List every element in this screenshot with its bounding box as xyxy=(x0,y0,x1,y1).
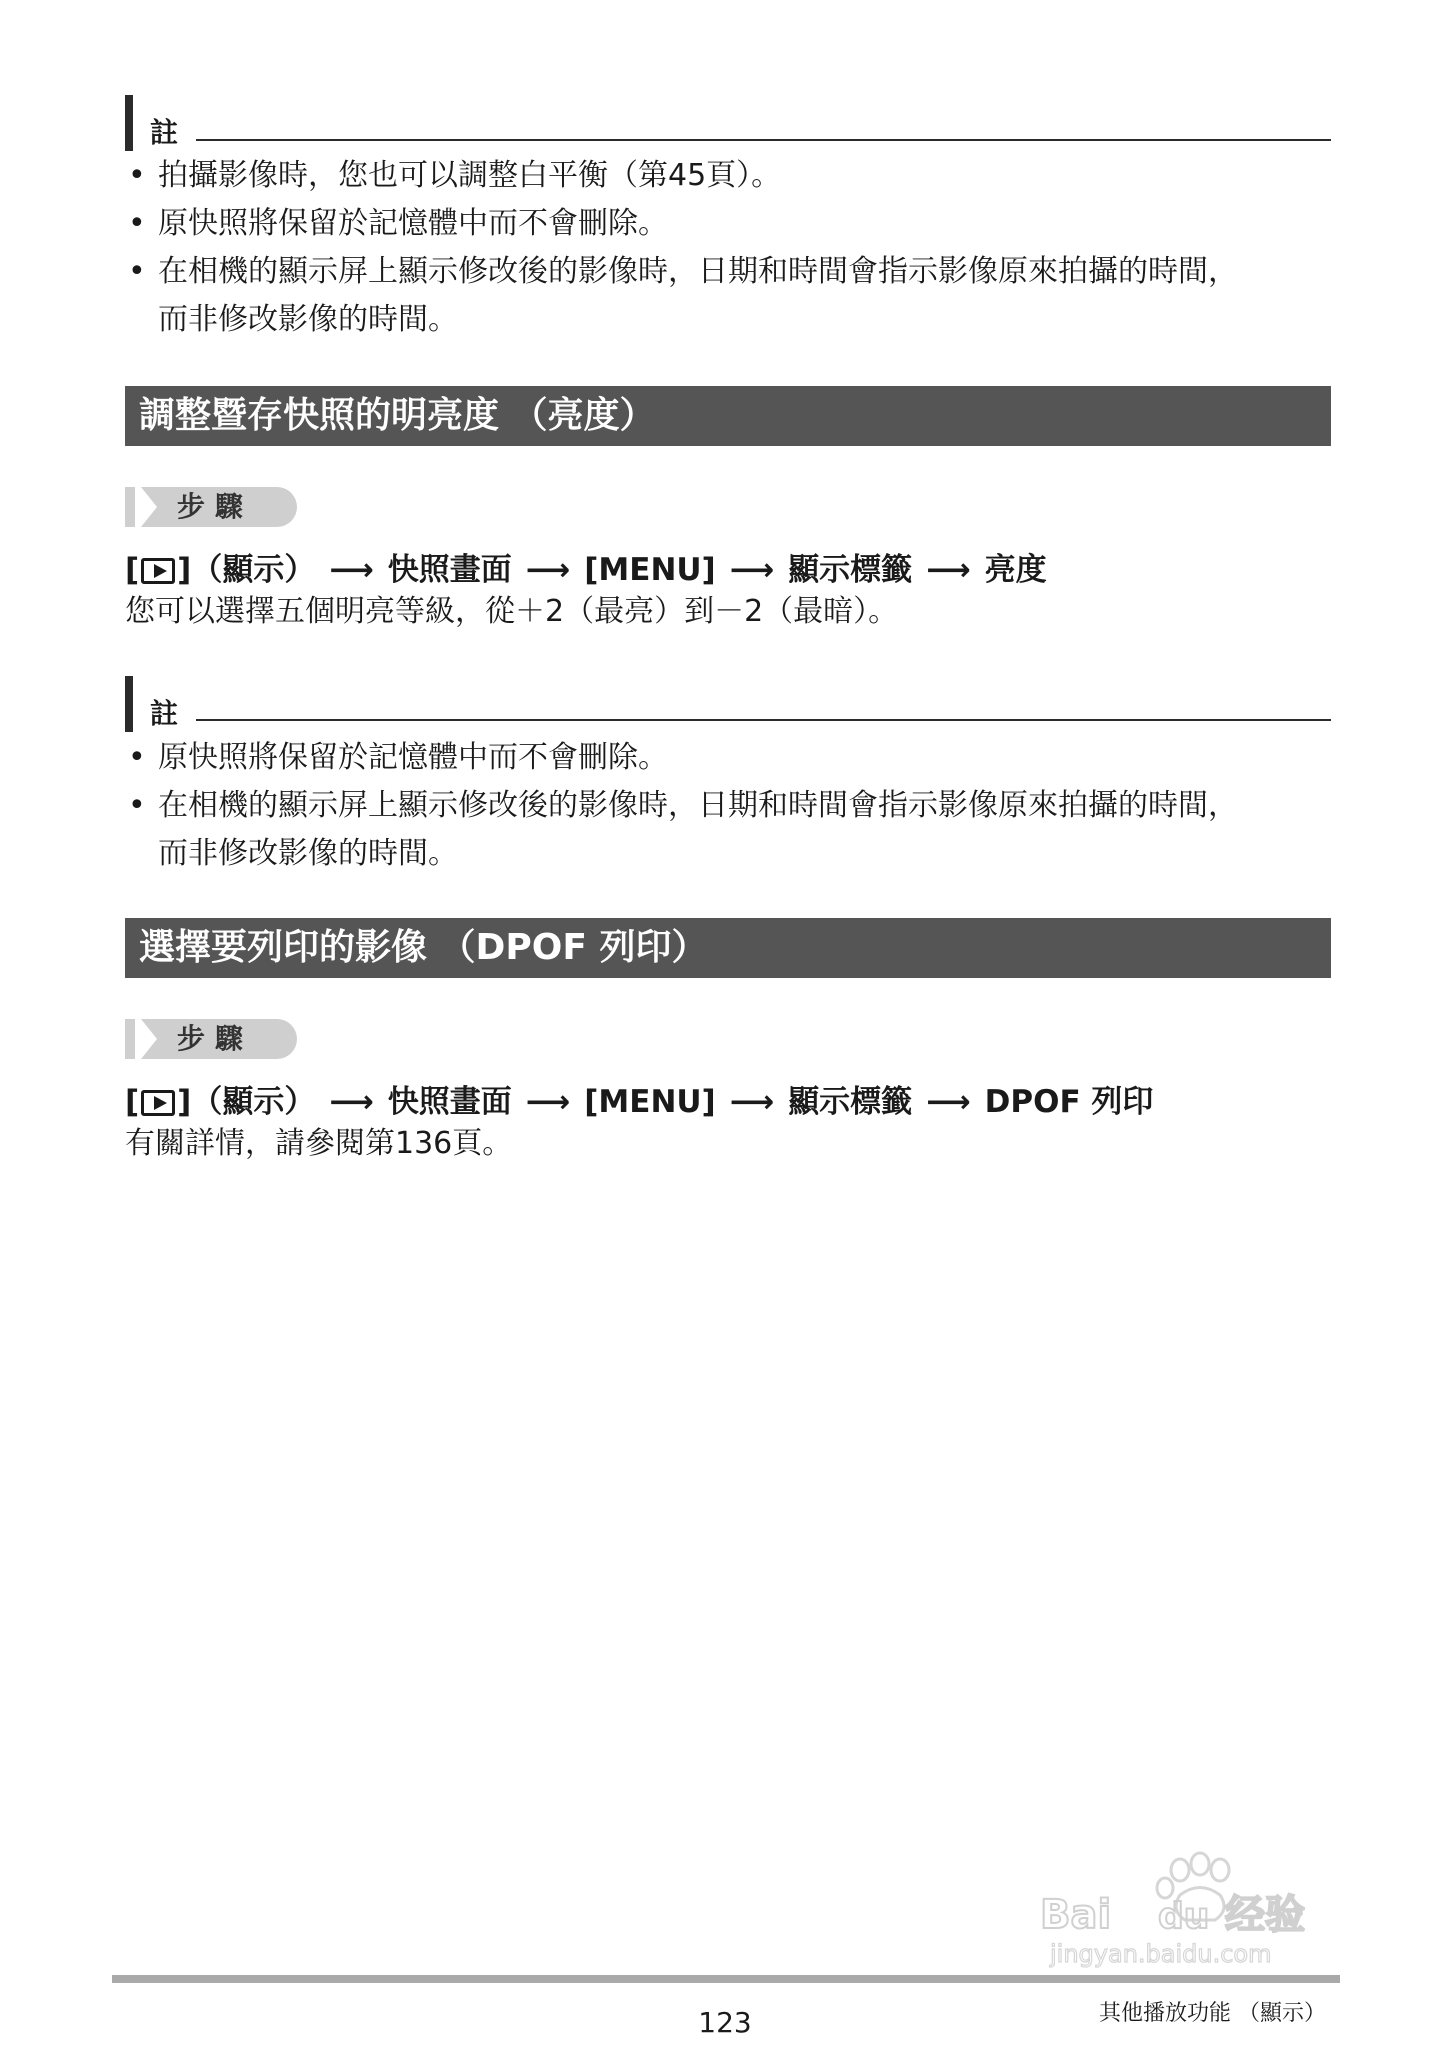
section-description: 您可以選擇五個明亮等級，從＋2（最亮）到－2（最暗）。 xyxy=(125,594,899,629)
note-item-text: 原快照將保留於記憶體中而不會刪除。 xyxy=(158,740,668,775)
play-button-icon xyxy=(141,558,175,584)
section-heading: 調整暨存快照的明亮度 （亮度） xyxy=(125,386,1331,446)
svg-text:Bai: Bai xyxy=(1040,1892,1112,1938)
close-bracket: ] xyxy=(177,552,192,588)
note-item-text: 在相機的顯示屏上顯示修改後的影像時，日期和時間會指示影像原來拍攝的時間， xyxy=(158,788,1238,823)
note-title: 註 xyxy=(150,116,179,149)
path-step: 快照畫面 xyxy=(387,1084,512,1120)
note-title: 註 xyxy=(150,697,179,730)
path-step: 顯示標籤 xyxy=(788,1084,913,1120)
play-mode-label: （顯示） xyxy=(191,1084,316,1120)
operation-path xyxy=(125,1082,1153,1122)
path-step: 亮度 xyxy=(984,552,1047,588)
section-heading: 選擇要列印的影像 （DPOF 列印） xyxy=(125,918,1331,978)
baidu-jingyan-watermark xyxy=(1030,1850,1360,1970)
arrow-icon: ⟶ xyxy=(729,1084,775,1120)
note-item-continuation: 而非修改影像的時間。 xyxy=(158,836,458,871)
operation-path xyxy=(125,550,1047,590)
svg-text:du: du xyxy=(1158,1896,1210,1937)
arrow-icon: ⟶ xyxy=(329,552,374,588)
open-bracket: [ xyxy=(125,1084,140,1120)
path-step: 快照畫面 xyxy=(387,552,512,588)
note-marker xyxy=(125,676,133,732)
play-mode-label: （顯示） xyxy=(191,552,316,588)
arrow-icon: ⟶ xyxy=(329,1084,374,1120)
chapter-title: 其他播放功能 （顯示） xyxy=(1099,2001,1326,2026)
open-bracket: [ xyxy=(125,552,140,588)
note-divider xyxy=(196,719,1331,721)
bullet-mark: • xyxy=(128,788,146,823)
step-label: 步驟 xyxy=(177,490,254,523)
footer-divider xyxy=(112,1975,1340,1983)
path-step: DPOF 列印 xyxy=(984,1084,1154,1120)
close-bracket: ] xyxy=(177,1084,192,1120)
note-item-text: 在相機的顯示屏上顯示修改後的影像時，日期和時間會指示影像原來拍攝的時間， xyxy=(158,254,1238,289)
arrow-icon: ⟶ xyxy=(926,1084,971,1120)
path-step: 顯示標籤 xyxy=(788,552,913,588)
svg-text:jingyan.baidu.com: jingyan.baidu.com xyxy=(1050,1940,1272,1968)
arrow-icon: ⟶ xyxy=(525,552,571,588)
section-description: 有關詳情，請參閱第136頁。 xyxy=(125,1126,513,1161)
note-divider xyxy=(196,139,1331,141)
step-tag xyxy=(125,1019,297,1059)
svg-text:经验: 经验 xyxy=(1225,1892,1305,1938)
bullet-mark: • xyxy=(128,158,146,193)
arrow-icon: ⟶ xyxy=(926,552,971,588)
bullet-mark: • xyxy=(128,740,146,775)
play-button-icon xyxy=(141,1090,175,1116)
page-number: 123 xyxy=(698,2006,752,2039)
path-step: [MENU] xyxy=(584,552,716,588)
note-item-text: 原快照將保留於記憶體中而不會刪除。 xyxy=(158,206,668,241)
step-tag xyxy=(125,487,297,527)
bullet-mark: • xyxy=(128,206,146,241)
arrow-icon: ⟶ xyxy=(525,1084,571,1120)
arrow-icon: ⟶ xyxy=(729,552,775,588)
path-step: [MENU] xyxy=(584,1084,716,1120)
note-item-text: 拍攝影像時，您也可以調整白平衡（第45頁）。 xyxy=(158,158,782,193)
note-item-continuation: 而非修改影像的時間。 xyxy=(158,302,458,337)
note-marker xyxy=(125,95,133,151)
bullet-mark: • xyxy=(128,254,146,289)
step-label: 步驟 xyxy=(177,1022,254,1055)
